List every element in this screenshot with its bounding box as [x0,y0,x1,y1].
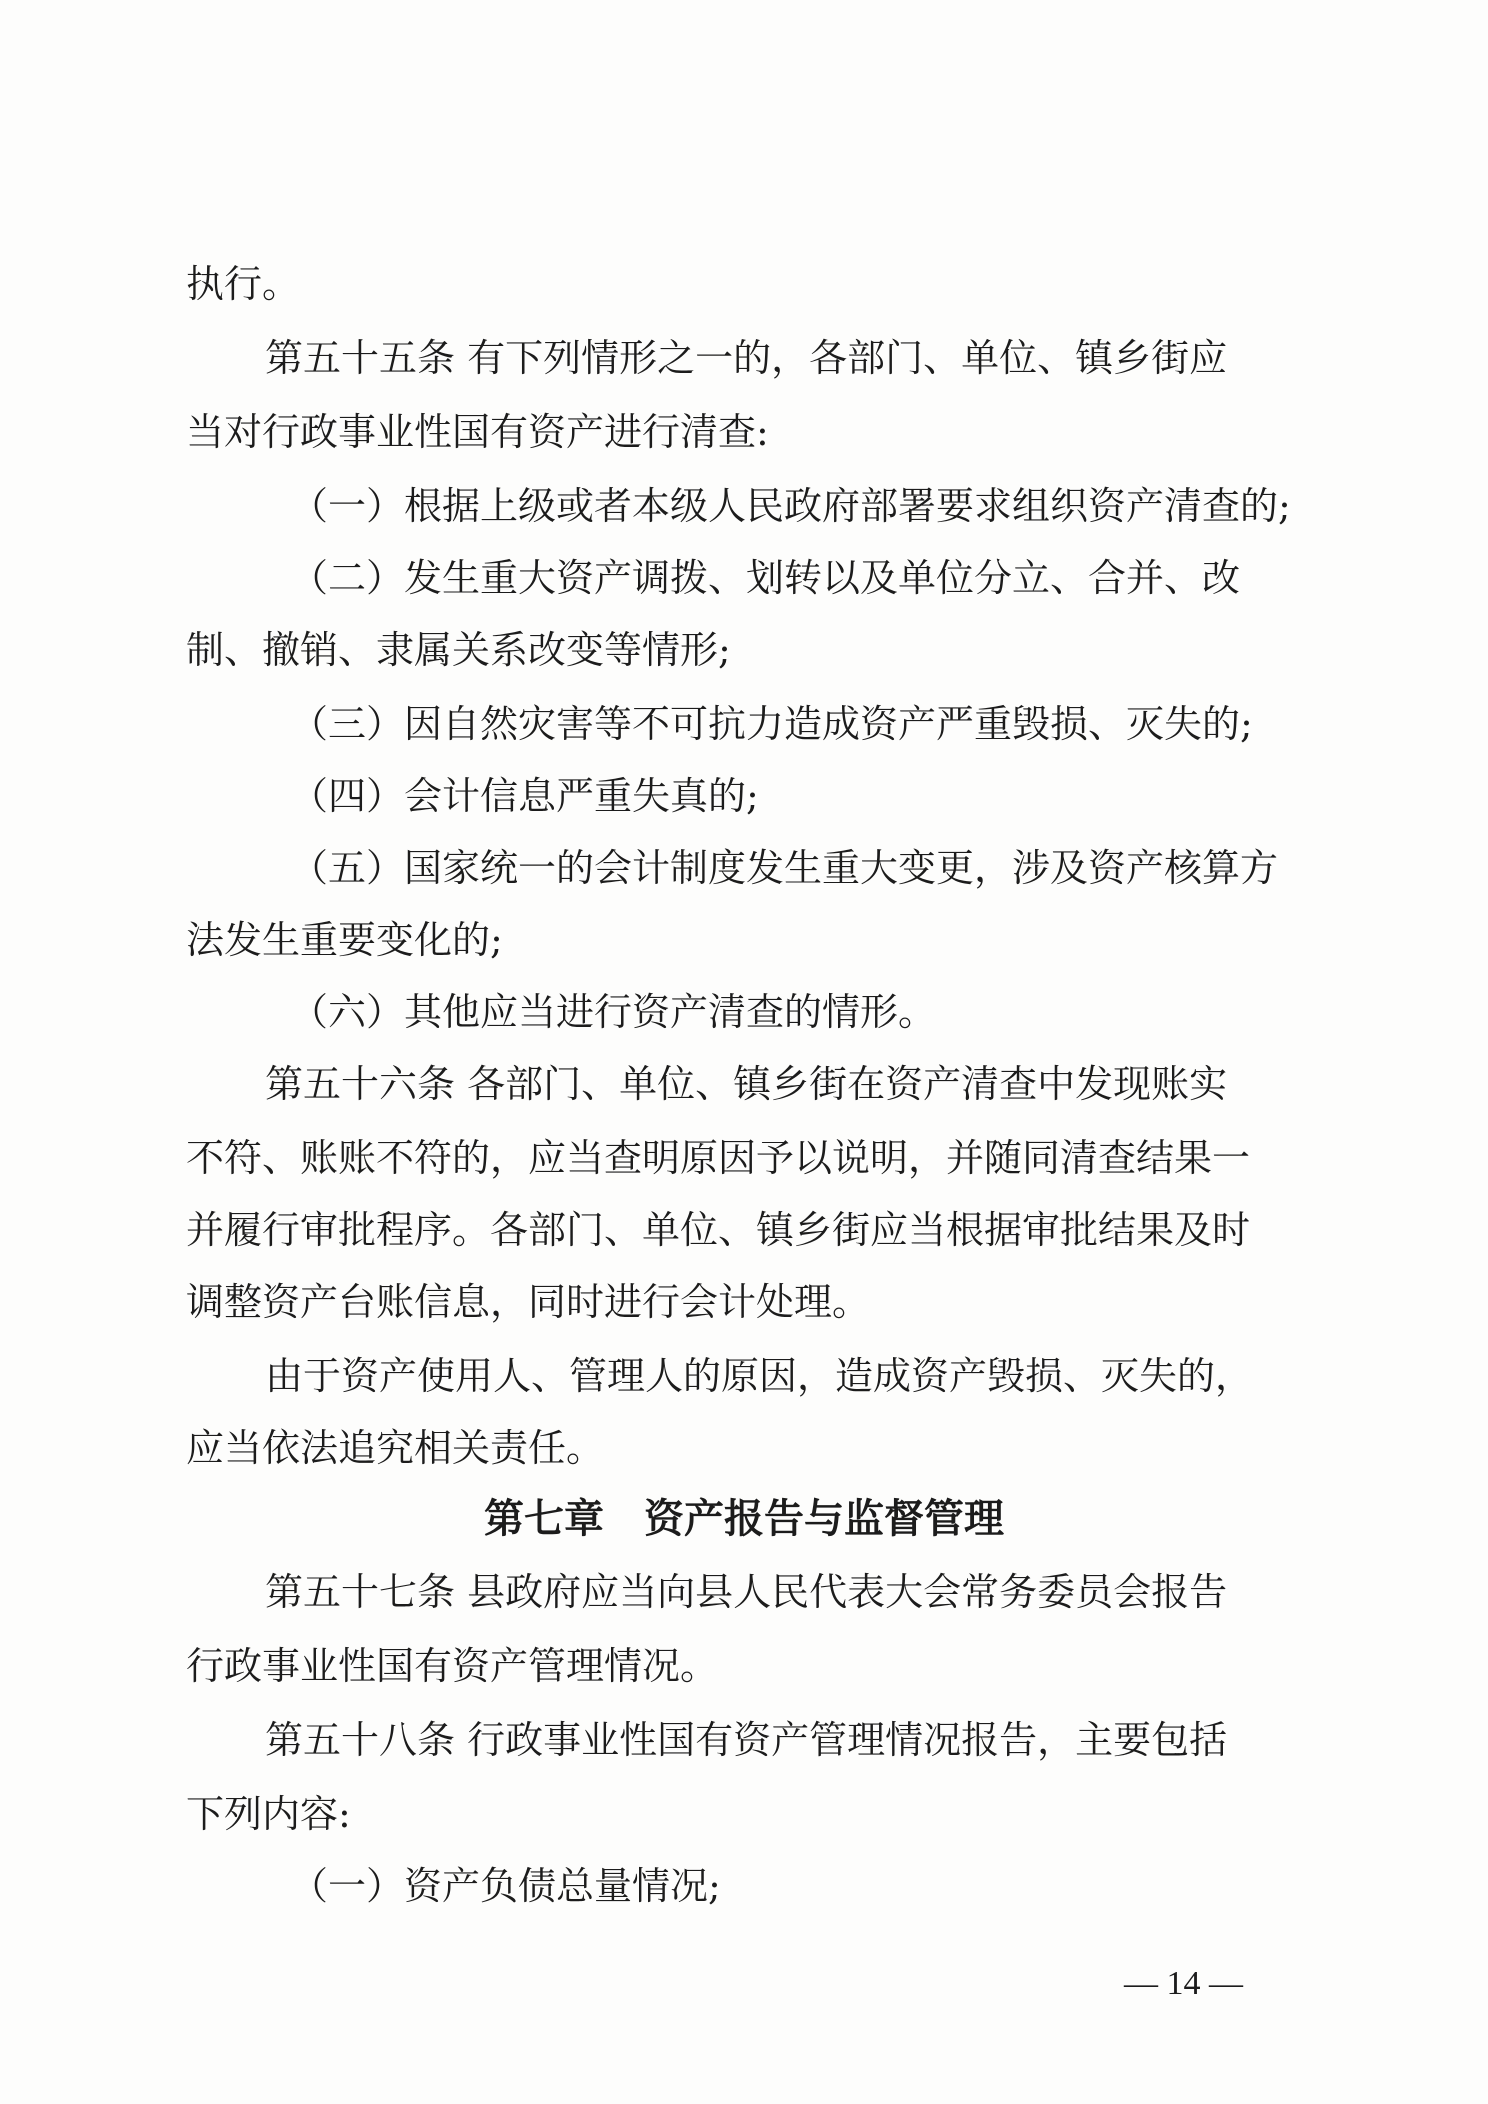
article-56-line-3: 并履行审批程序。各部门、单位、镇乡街应当根据审批结果及时 [186,1208,1251,1252]
article-56-line-1: 第五十六条 各部门、单位、镇乡街在资产清查中发现账实 [265,1062,1228,1106]
article-55-item-2: （二）发生重大资产调拨、划转以及单位分立、合并、改 [290,556,1241,600]
article-56-para-2-line-2: 应当依法追究相关责任。 [186,1426,605,1470]
article-56-line-2: 不符、账账不符的，应当查明原因予以说明，并随同清查结果一 [186,1136,1251,1180]
article-56-para-2-line-1: 由于资产使用人、管理人的原因，造成资产毁损、灭失的， [265,1354,1254,1398]
article-55-item-6: （六）其他应当进行资产清查的情形。 [290,990,937,1034]
article-55-item-5: （五）国家统一的会计制度发生重大变更，涉及资产核算方 [290,846,1279,890]
chapter-7-heading: 第七章 资产报告与监督管理 [484,1496,1004,1542]
article-58-line-2: 下列内容: [186,1792,351,1836]
article-55-item-5-cont: 法发生重要变化的; [186,918,503,962]
body-line-1: 执行。 [186,262,301,306]
article-55-text: 第五十五条 有下列情形之一的，各部门、单位、镇乡街应 [265,336,1228,380]
article-55-item-1: （一）根据上级或者本级人民政府部署要求组织资产清查的; [290,484,1291,528]
article-55-item-4: （四）会计信息严重失真的; [290,774,759,818]
article-58-line-1: 第五十八条 行政事业性国有资产管理情况报告，主要包括 [265,1718,1228,1762]
article-55-heading-line [265,336,1290,380]
article-57-line-2: 行政事业性国有资产管理情况。 [186,1644,719,1688]
article-55-line-2: 当对行政事业性国有资产进行清查: [186,410,769,454]
article-58-item-1: （一）资产负债总量情况; [290,1864,721,1908]
article-56-line-4: 调整资产台账信息，同时进行会计处理。 [186,1280,871,1324]
page-number: — 14 — [1124,1965,1243,2002]
article-57-line-1: 第五十七条 县政府应当向县人民代表大会常务委员会报告 [265,1570,1228,1614]
article-55-item-3: （三）因自然灾害等不可抗力造成资产严重毁损、灭失的; [290,702,1253,746]
article-55-item-2-cont: 制、撤销、隶属关系改变等情形; [186,628,731,672]
